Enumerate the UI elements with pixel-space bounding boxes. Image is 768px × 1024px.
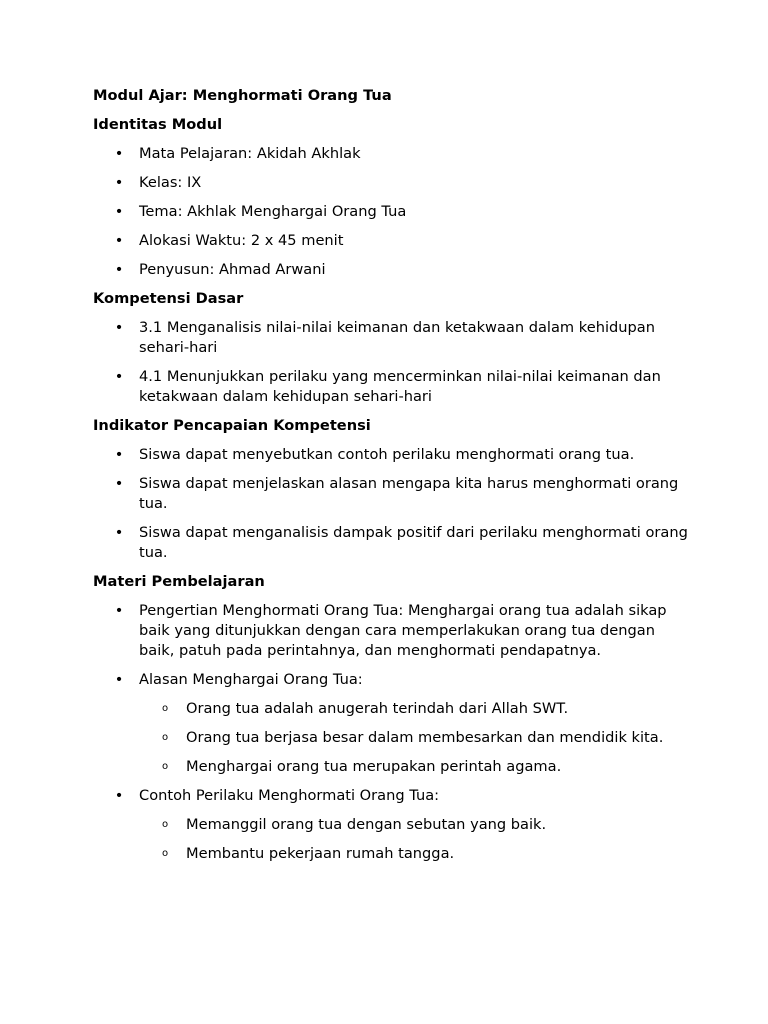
list-item-text: Pengertian Menghormati Orang Tua: Menghargai orang tua adalah sikap baik yang ditunjukkan dengan cara memperlakukan orang tua dengan baik, patuh pada perintahnya, dan menghormati pendapatnya. [139,602,667,659]
alasan-sub-list [139,699,688,777]
materi-list [93,601,688,864]
list-item [93,367,688,407]
list-item [93,786,688,864]
bullet-icon: • [114,174,124,191]
list-item [93,474,688,514]
list-item-text: Penyusun: Ahmad Arwani [139,261,326,278]
section-identitas-modul [93,115,688,280]
sub-list-item [139,699,688,719]
list-item-text: Siswa dapat menjelaskan alasan mengapa kita harus menghormati orang tua. [139,475,679,512]
section-heading-identitas: Identitas Modul [93,116,223,133]
list-item-text: Tema: Akhlak Menghargai Orang Tua [139,203,407,220]
list-item-text: Mata Pelajaran: Akidah Akhlak [139,145,361,162]
list-item-text: 4.1 Menunjukkan perilaku yang mencerminkan nilai-nilai keimanan dan ketakwaan dalam kehidupan sehari-hari [139,368,661,405]
indikator-list [93,445,688,563]
section-indikator [93,416,688,563]
bullet-icon: • [114,368,124,385]
bullet-icon: • [114,319,124,336]
circle-bullet-icon: o [161,703,169,714]
bullet-icon: • [114,203,124,220]
bullet-icon: • [114,446,124,463]
bullet-icon: • [114,787,124,804]
list-item [93,670,688,777]
bullet-icon: • [114,524,124,541]
bullet-icon: • [114,232,124,249]
circle-bullet-icon: o [161,819,169,830]
list-item [93,601,688,661]
sub-list-item [139,815,688,835]
bullet-icon: • [114,145,124,162]
list-item-text: Kelas: IX [139,174,202,191]
sub-list-item [139,728,688,748]
sub-list-item-text: Menghargai orang tua merupakan perintah agama. [186,758,562,775]
list-item [93,523,688,563]
section-heading-indikator: Indikator Pencapaian Kompetensi [93,417,371,434]
contoh-sub-list [139,815,688,864]
section-heading-materi: Materi Pembelajaran [93,573,265,590]
list-item-text: Contoh Perilaku Menghormati Orang Tua: [139,787,440,804]
section-heading-kompetensi: Kompetensi Dasar [93,290,244,307]
identitas-list [93,144,688,280]
circle-bullet-icon: o [161,848,169,859]
list-item [93,173,688,193]
circle-bullet-icon: o [161,732,169,743]
bullet-icon: • [114,671,124,688]
sub-list-item [139,757,688,777]
list-item-text: Siswa dapat menganalisis dampak positif dari perilaku menghormati orang tua. [139,524,688,561]
list-item [93,231,688,251]
list-item-text: 3.1 Menganalisis nilai-nilai keimanan dan ketakwaan dalam kehidupan sehari-hari [139,319,655,356]
circle-bullet-icon: o [161,761,169,772]
bullet-icon: • [114,602,124,619]
sub-list-item-text: Orang tua berjasa besar dalam membesarkan dan mendidik kita. [186,729,664,746]
section-materi [93,572,688,864]
document-title: Modul Ajar: Menghormati Orang Tua [93,87,392,104]
list-item-text: Siswa dapat menyebutkan contoh perilaku menghormati orang tua. [139,446,635,463]
kompetensi-list [93,318,688,407]
sub-list-item-text: Memanggil orang tua dengan sebutan yang baik. [186,816,547,833]
list-item [93,144,688,164]
list-item [93,260,688,280]
bullet-icon: • [114,261,124,278]
list-item [93,318,688,358]
list-item-text: Alokasi Waktu: 2 x 45 menit [139,232,344,249]
sub-list-item-text: Orang tua adalah anugerah terindah dari Allah SWT. [186,700,569,717]
section-kompetensi-dasar [93,289,688,407]
sub-list-item-text: Membantu pekerjaan rumah tangga. [186,845,455,862]
list-item [93,202,688,222]
sub-list-item [139,844,688,864]
list-item-text: Alasan Menghargai Orang Tua: [139,671,363,688]
list-item [93,445,688,465]
bullet-icon: • [114,475,124,492]
